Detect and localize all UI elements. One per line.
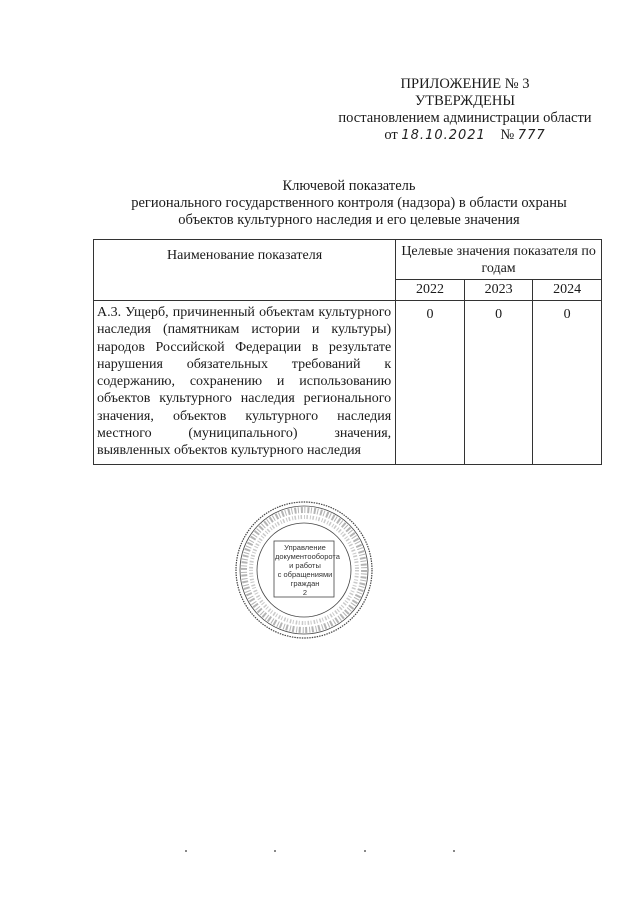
approved-by: постановлением администрации области — [338, 110, 592, 126]
appendix-label: ПРИЛОЖЕНИЕ № 3 — [400, 76, 530, 92]
target-value: 0 — [464, 301, 533, 465]
stamp-line: с обращениями — [277, 570, 333, 579]
header-year: 2024 — [533, 280, 602, 301]
title-line-1: Ключевой показатель — [282, 178, 416, 194]
scan-dot — [185, 850, 187, 852]
target-value: 0 — [533, 301, 602, 465]
decree-number: 777 — [517, 128, 546, 143]
stamp-line: граждан — [290, 579, 320, 588]
scan-dots — [185, 850, 455, 852]
stamp-line: Управление — [284, 543, 326, 552]
table-header-row — [94, 240, 602, 280]
scan-dot — [274, 850, 276, 852]
title-line-2: регионального государственного контроля (надзора) в области охраны — [131, 195, 567, 211]
header-name: Наименование показателя — [94, 240, 396, 301]
document-title — [95, 178, 603, 229]
title-line-3: объектов культурного наследия и его целевые значения — [178, 212, 520, 228]
stamp-line: и работы — [289, 561, 321, 570]
decree-date-number — [330, 127, 600, 144]
stamp-text — [275, 543, 340, 597]
header-target: Целевые значения показателя по годам — [396, 240, 602, 280]
indicator-table — [93, 239, 602, 465]
header-year: 2023 — [464, 280, 533, 301]
target-value: 0 — [396, 301, 465, 465]
approval-block — [330, 76, 600, 144]
approved-label: УТВЕРЖДЕНЫ — [414, 93, 516, 109]
date-prefix: от — [384, 127, 398, 143]
indicator-description: А.3. Ущерб, причиненный объектам культурного наследия (памятникам истории и культуры) народов Российской Федерации в результате нарушения обязательных требований к содержанию, сохранению и использованию объектов культурного наследия регионального значения, объектов культурного наследия местного (муниципального) значения, выявленных объектов культурного наследия — [94, 301, 396, 465]
number-prefix: № — [500, 127, 515, 143]
header-year: 2022 — [396, 280, 465, 301]
table-row — [94, 301, 602, 465]
scan-dot — [453, 850, 455, 852]
decree-date: 18.10.2021 — [401, 128, 486, 143]
scan-dot — [364, 850, 366, 852]
stamp-line: 2 — [302, 588, 308, 597]
stamp-line: документооборота — [275, 552, 340, 561]
